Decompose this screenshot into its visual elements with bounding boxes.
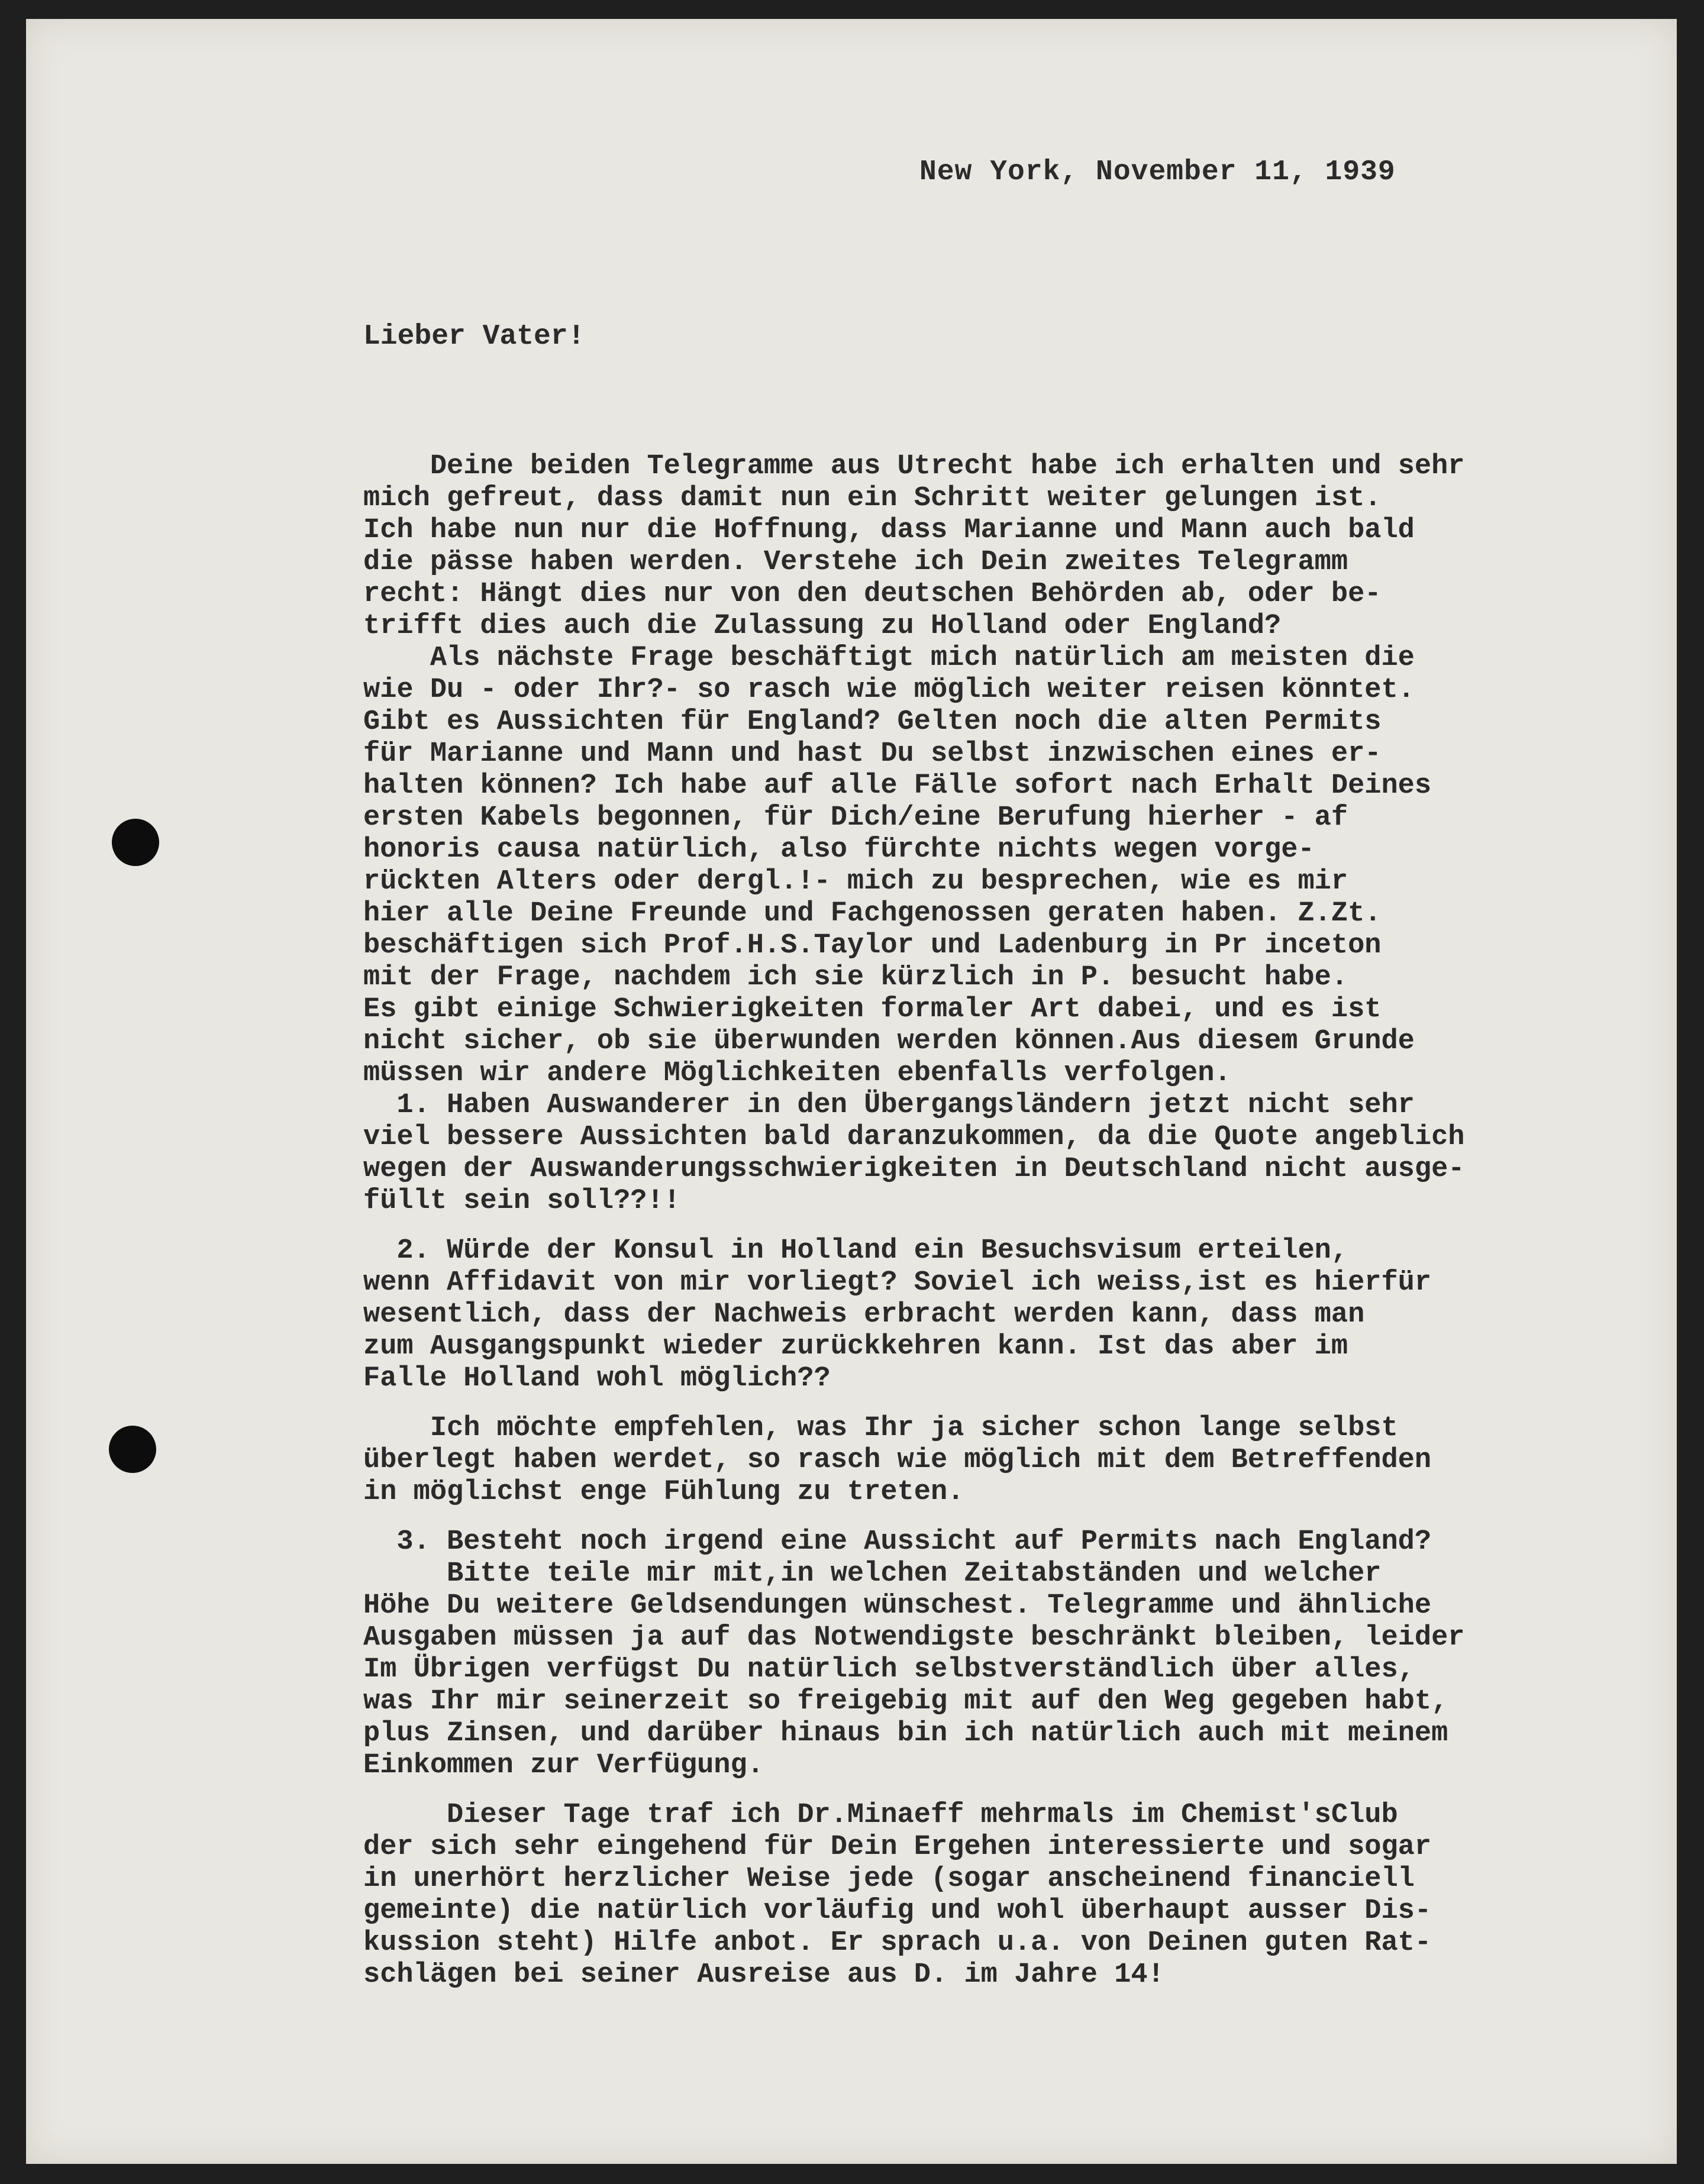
letter-line: Falle Holland wohl möglich??	[363, 1363, 831, 1394]
letter-line: Dieser Tage traf ich Dr.Minaeff mehrmals im Chemist'sClub	[363, 1799, 1398, 1831]
letter-line: Höhe Du weitere Geldsendungen wünschest. Telegramme und ähnliche	[363, 1590, 1432, 1621]
letter-line: nicht sicher, ob sie überwunden werden können.Aus diesem Grunde	[363, 1026, 1415, 1057]
letter-line: ersten Kabels begonnen, für Dich/eine Berufung hierher - af	[363, 802, 1348, 833]
letter-line: trifft dies auch die Zulassung zu Holland oder England?	[363, 610, 1282, 642]
letter-line: die pässe haben werden. Verstehe ich Dein zweites Telegramm	[363, 547, 1348, 578]
paragraph-gap	[363, 1782, 1695, 1799]
letter-date: New York, November 11, 1939	[919, 156, 1396, 188]
letter-line: kussion steht) Hilfe anbot. Er sprach u.a. von Deinen guten Rat-	[363, 1927, 1432, 1959]
letter-line: Ich möchte empfehlen, was Ihr ja sicher schon lange selbst	[363, 1413, 1398, 1444]
letter-line: viel bessere Aussichten bald daranzukommen, da die Quote angeblich	[363, 1122, 1465, 1153]
letter-line: zum Ausgangspunkt wieder zurückkehren kann. Ist das aber im	[363, 1331, 1348, 1362]
letter-line: wenn Affidavit von mir vorliegt? Soviel ich weiss,ist es hierfür	[363, 1267, 1432, 1298]
letter-line: Im Übrigen verfügst Du natürlich selbstverständlich über alles,	[363, 1654, 1415, 1685]
letter-line: halten können? Ich habe auf alle Fälle sofort nach Erhalt Deines	[363, 770, 1432, 802]
letter-line: Als nächste Frage beschäftigt mich natürlich am meisten die	[363, 642, 1415, 674]
letter-line: gemeinte) die natürlich vorläufig und wohl überhaupt ausser Dis-	[363, 1895, 1432, 1927]
letter-line: recht: Hängt dies nur von den deutschen Behörden ab, oder be-	[363, 579, 1382, 610]
letter-line: Es gibt einige Schwierigkeiten formaler Art dabei, und es ist	[363, 994, 1382, 1025]
letter-line: Gibt es Aussichten für England? Gelten noch die alten Permits	[363, 706, 1382, 738]
letter-line: was Ihr mir seinerzeit so freigebig mit auf den Weg gegeben habt,	[363, 1686, 1448, 1717]
letter-line: überlegt haben werdet, so rasch wie möglich mit dem Betreffenden	[363, 1445, 1432, 1476]
letter-line: 1. Haben Auswanderer in den Übergangsländern jetzt nicht sehr	[363, 1090, 1415, 1121]
letter-line: für Marianne und Mann und hast Du selbst inzwischen eines er-	[363, 738, 1382, 770]
punch-hole-bottom	[109, 1426, 156, 1473]
letter-line: hier alle Deine Freunde und Fachgenossen geraten haben. Z.Zt.	[363, 898, 1382, 929]
letter-line: Deine beiden Telegramme aus Utrecht habe ich erhalten und sehr	[363, 451, 1465, 482]
paragraph-gap	[363, 1217, 1695, 1235]
paragraph-gap	[363, 1508, 1695, 1526]
letter-line: in unerhört herzlicher Weise jede (sogar anscheinend financiell	[363, 1863, 1415, 1895]
letter-line: wie Du - oder Ihr?- so rasch wie möglich weiter reisen könntet.	[363, 674, 1415, 706]
letter-page	[26, 19, 1677, 2164]
letter-line: müssen wir andere Möglichkeiten ebenfalls verfolgen.	[363, 1058, 1231, 1089]
letter-line: schlägen bei seiner Ausreise aus D. im Jahre 14!	[363, 1959, 1164, 1991]
letter-line: wegen der Auswanderungsschwierigkeiten in Deutschland nicht ausge-	[363, 1154, 1465, 1185]
letter-line: Ich habe nun nur die Hoffnung, dass Marianne und Mann auch bald	[363, 515, 1415, 546]
letter-body	[363, 451, 1695, 1991]
letter-line: mich gefreut, dass damit nun ein Schritt weiter gelungen ist.	[363, 483, 1382, 514]
letter-line: der sich sehr eingehend für Dein Ergehen interessierte und sogar	[363, 1831, 1432, 1863]
paragraph-gap	[363, 1395, 1695, 1413]
letter-line: Ausgaben müssen ja auf das Notwendigste beschränkt bleiben, leider	[363, 1622, 1465, 1653]
letter-line: plus Zinsen, und darüber hinaus bin ich natürlich auch mit meinem	[363, 1718, 1448, 1749]
letter-salutation: Lieber Vater!	[363, 321, 585, 353]
punch-hole-top	[112, 819, 159, 866]
letter-line: in möglichst enge Fühlung zu treten.	[363, 1477, 964, 1508]
letter-line: 2. Würde der Konsul in Holland ein Besuchsvisum erteilen,	[363, 1235, 1348, 1267]
letter-line: mit der Frage, nachdem ich sie kürzlich in P. besucht habe.	[363, 962, 1348, 993]
letter-line: honoris causa natürlich, also fürchte nichts wegen vorge-	[363, 834, 1315, 865]
letter-line: Bitte teile mir mit,in welchen Zeitabständen und welcher	[363, 1558, 1382, 1589]
letter-line: Einkommen zur Verfügung.	[363, 1750, 764, 1781]
letter-line: rückten Alters oder dergl.!- mich zu besprechen, wie es mir	[363, 866, 1348, 897]
letter-line: füllt sein soll??!!	[363, 1185, 680, 1217]
letter-line: wesentlich, dass der Nachweis erbracht werden kann, dass man	[363, 1299, 1365, 1330]
letter-line: 3. Besteht noch irgend eine Aussicht auf Permits nach England?	[363, 1526, 1432, 1558]
letter-line: beschäftigen sich Prof.H.S.Taylor und Ladenburg in Pr inceton	[363, 930, 1382, 961]
